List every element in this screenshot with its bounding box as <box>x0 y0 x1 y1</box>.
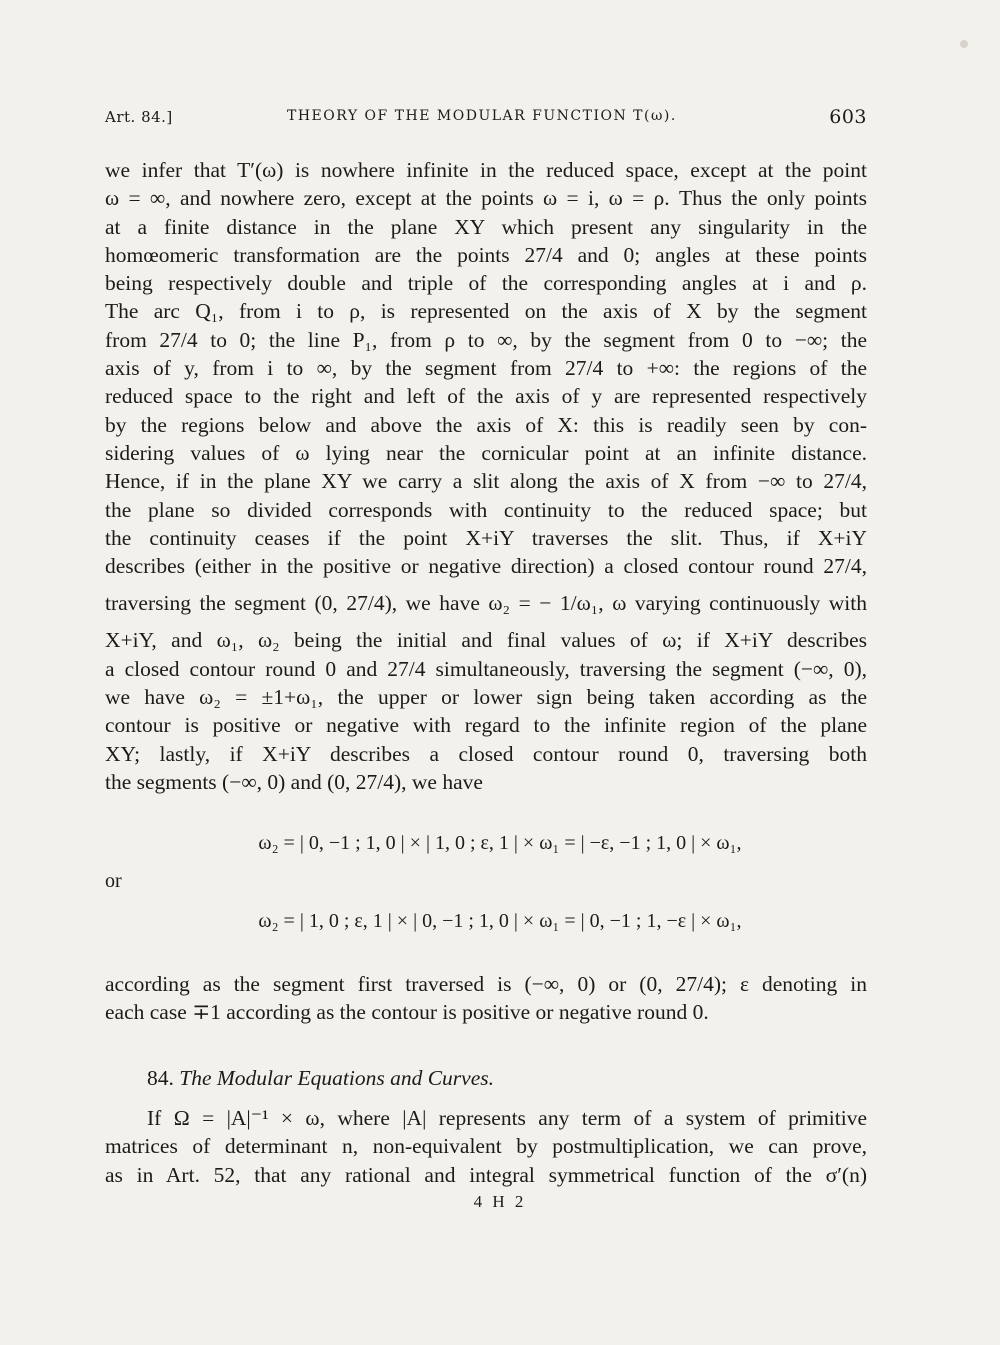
paper-smudge <box>960 40 968 48</box>
text-line: being respectively double and triple of the corresponding angles at i and ρ. <box>105 271 867 296</box>
text-line: we infer that T′(ω) is nowhere infinite in the reduced space, except at the point <box>105 158 867 182</box>
paragraph-3 <box>105 1104 867 1189</box>
text-line: each case ∓1 according as the contour is positive or negative round 0. <box>105 1000 709 1025</box>
text-line: traversing the segment (0, 27/4), we have ω₂ = − 1/ω₁, ω varying continuously with <box>105 591 867 616</box>
text-line: matrices of determinant n, non-equivalent by postmultiplication, we can prove, <box>105 1134 867 1159</box>
text-line: X+iY, and ω₁, ω₂ being the initial and final values of ω; if X+iY describes <box>105 628 867 653</box>
text-line: the continuity ceases if the point X+iY traverses the slit. Thus, if X+iY <box>105 525 867 550</box>
text-line: If Ω = |A|⁻¹ × ω, where |A| represents any term of a system of primitive <box>147 1106 867 1130</box>
text-line: describes (either in the positive or negative direction) a closed contour round 27/4, <box>105 554 867 579</box>
text-line: at a finite distance in the plane XY which present any singularity in the <box>105 214 867 239</box>
paragraph-2 <box>105 970 867 1027</box>
text-line: XY; lastly, if X+iY describes a closed contour round 0, traversing both <box>105 741 867 766</box>
text-line: as in Art. 52, that any rational and integral symmetrical function of the σ′(n) <box>105 1162 867 1187</box>
matrix-formula-1: ω₂ = | 0, −1 ; 1, 0 | × | 1, 0 ; ε, 1 | × ω₁ = | −ε, −1 ; 1, 0 | × ω₁, <box>258 832 742 854</box>
text-line: Hence, if in the plane XY we carry a slit along the axis of X from −∞ to 27/4, <box>105 469 867 494</box>
text-line: the segments (−∞, 0) and (0, 27/4), we have <box>105 769 483 794</box>
section-number: 84. <box>147 1066 174 1090</box>
text-line: reduced space to the right and left of the axis of y are represented respectively <box>105 384 867 409</box>
matrix-formula-2: ω₂ = | 1, 0 ; ε, 1 | × | 0, −1 ; 1, 0 | × ω₁ = | 0, −1 ; 1, −ε | × ω₁, <box>258 910 742 932</box>
page-number: 603 <box>829 106 867 128</box>
paragraph-1 <box>105 156 867 796</box>
or-label: or <box>105 870 122 892</box>
text-line: The arc Q₁, from i to ρ, is represented on the axis of X by the segment <box>105 299 867 324</box>
header-title: THEORY OF THE MODULAR FUNCTION T(ω). <box>287 108 677 124</box>
text-line: a closed contour round 0 and 27/4 simultaneously, traversing the segment (−∞, 0), <box>105 656 867 681</box>
header-article: Art. 84.] <box>105 108 173 126</box>
text-line: sidering values of ω lying near the cornicular point at an infinite distance. <box>105 440 867 465</box>
section-title: The Modular Equations and Curves. <box>179 1066 494 1090</box>
text-line: by the regions below and above the axis of X: this is readily seen by con- <box>105 412 867 437</box>
text-line: from 27/4 to 0; the line P₁, from ρ to ∞, by the segment from 0 to −∞; the <box>105 327 867 352</box>
signature-mark: 4 H 2 <box>473 1192 527 1211</box>
section-heading <box>147 1066 494 1091</box>
text-line: we have ω₂ = ±1+ω₁, the upper or lower sign being taken according as the <box>105 685 867 710</box>
text-line: the plane so divided corresponds with continuity to the reduced space; but <box>105 497 867 522</box>
text-line: homœomeric transformation are the points 27/4 and 0; angles at these points <box>105 242 867 267</box>
text-line: according as the segment first traversed is (−∞, 0) or (0, 27/4); ε denoting in <box>105 972 867 996</box>
text-line: ω = ∞, and nowhere zero, except at the points ω = i, ω = ρ. Thus the only points <box>105 186 867 211</box>
running-header <box>105 106 867 134</box>
text-line: contour is positive or negative with regard to the infinite region of the plane <box>105 713 867 738</box>
text-line: axis of y, from i to ∞, by the segment from 27/4 to +∞: the regions of the <box>105 356 867 381</box>
